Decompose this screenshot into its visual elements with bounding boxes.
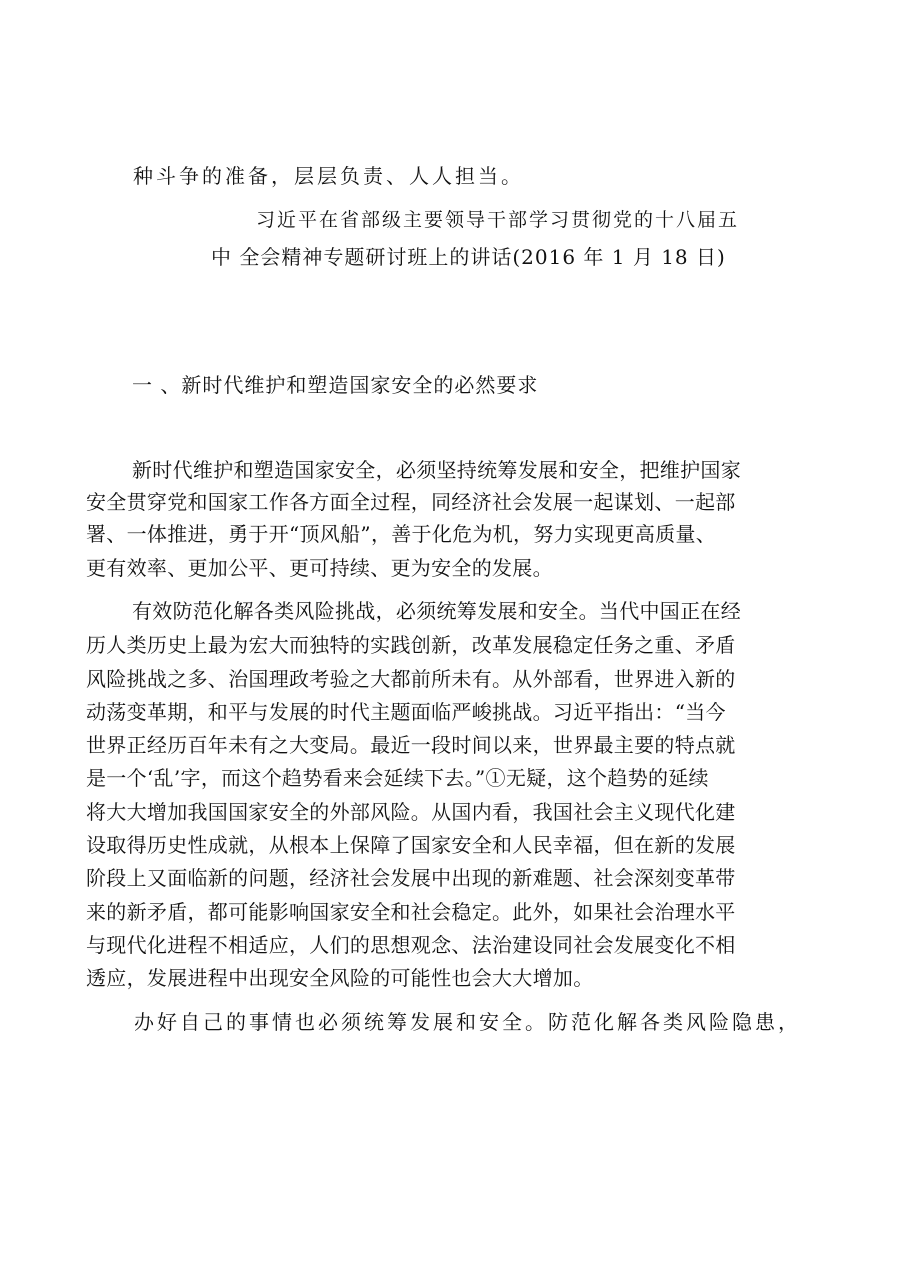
paragraph-line: 设取得历史性成就，从根本上保障了国家安全和人民幸福，但在新的发展 [86,833,736,857]
paragraph-line: 安全贯穿党和国家工作各方面全过程，同经济社会发展一起谋划、一起部 [86,490,736,514]
paragraph-line: 动荡变革期，和平与发展的时代主题面临严峻挑战。习近平指出：“当今 [86,700,726,724]
paragraph-line: 新时代维护和塑造国家安全，必须坚持统筹发展和安全，把维护国家 [132,458,741,482]
paragraph-line: 来的新矛盾，都可能影响国家安全和社会稳定。此外，如果社会治理水平 [86,900,736,924]
paragraph-line: 署、一体推进，勇于开“顶风船”，善于化危为机，努力实现更高质量、 [86,522,717,546]
paragraph-line: 风险挑战之多、治国理政考验之大都前所未有。从外部看，世界进入新的 [86,667,736,691]
paragraph-line: 是一个‘乱’字，而这个趋势看来会延续下去。”①无疑，这个趋势的延续 [86,766,709,790]
paragraph-line: 与现代化进程不相适应，人们的思想观念、法治建设同社会发展变化不相 [86,933,736,957]
paragraph-line: 历人类历史上最为宏大而独特的实践创新，改革发展稳定任务之重、矛盾 [86,633,736,657]
paragraph-line: 办好自己的事情也必须统筹发展和安全。防范化解各类风险隐患， [134,1010,801,1034]
attribution-line-1: 习近平在省部级主要领导干部学习贯彻党的十八届五 [256,209,740,231]
paragraph-line: 透应，发展进程中出现安全风险的可能性也会大大增加。 [86,966,594,990]
attribution-line-2: 中 全会精神专题研讨班上的讲话(2016 年 1 月 18 日) [211,245,726,269]
continued-text-line: 种斗争的准备，层层负责、人人担当。 [133,164,524,188]
paragraph-line: 世界正经历百年未有之大变局。最近一段时间以来，世界最主要的特点就 [86,733,736,757]
paragraph-line: 阶段上又面临新的问题，经济社会发展中出现的新难题、社会深刻变革带 [86,866,736,890]
paragraph-line: 有效防范化解各类风险挑战，必须统筹发展和安全。当代中国正在经 [132,599,741,623]
paragraph-line: 将大大增加我国国家安全的外部风险。从国内看，我国社会主义现代化建 [86,800,736,824]
section-heading: 一 、新时代维护和塑造国家安全的必然要求 [132,373,539,397]
paragraph-line: 更有效率、更加公平、更可持续、更为安全的发展。 [86,556,553,580]
